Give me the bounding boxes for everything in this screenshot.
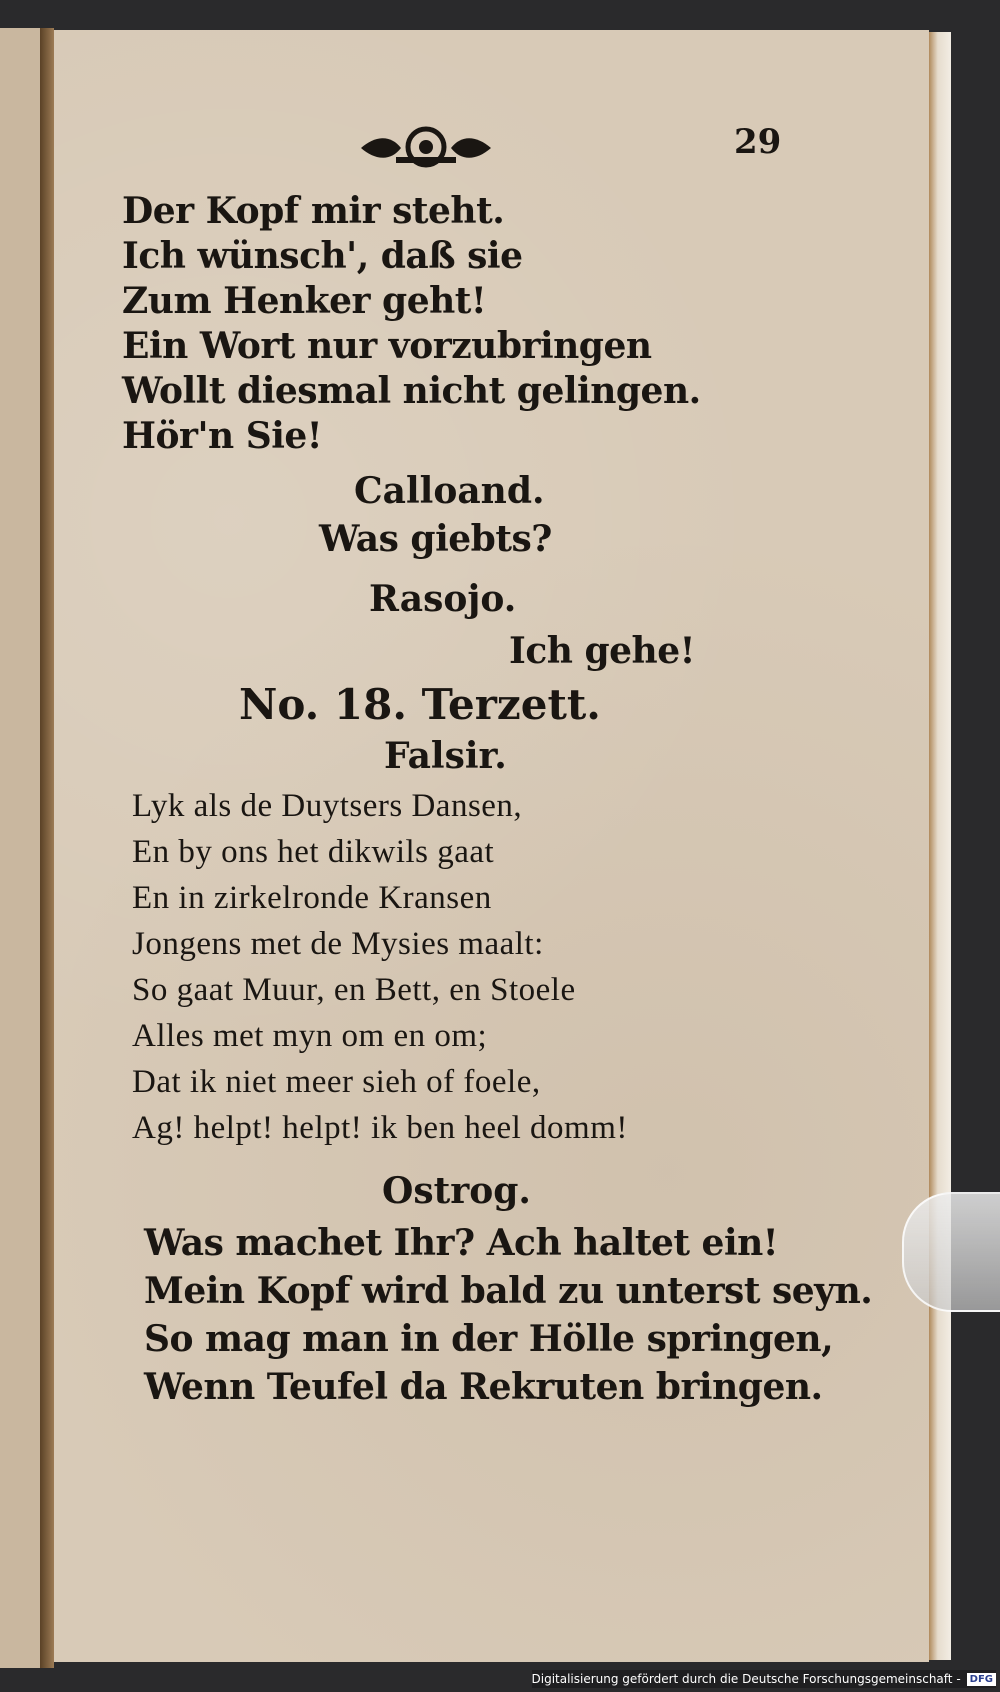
- ornament-icon: [356, 125, 496, 171]
- verse-line: Jongens met de Mysies maalt:: [132, 926, 544, 962]
- verse-line: Hör'n Sie!: [122, 415, 323, 457]
- speaker-name: Rasojo.: [369, 578, 517, 620]
- verse-line: Was machet Ihr? Ach haltet ein!: [144, 1222, 779, 1264]
- dfg-logo-icon: DFG: [967, 1673, 996, 1686]
- page-edge-stack: [929, 32, 951, 1660]
- verse-line: Dat ik niet meer sieh of foele,: [132, 1064, 541, 1100]
- footer-credit: [532, 1670, 997, 1688]
- speaker-name: Calloand.: [354, 470, 545, 512]
- verse-line: Mein Kopf wird bald zu unterst seyn.: [144, 1270, 873, 1312]
- verse-line: Alles met myn om en om;: [132, 1018, 488, 1054]
- section-heading: No. 18. Terzett.: [239, 680, 601, 729]
- speaker-name: Falsir.: [384, 735, 507, 777]
- verse-line: Ag! helpt! helpt! ik ben heel domm!: [132, 1110, 628, 1146]
- verse-line: Ich gehe!: [509, 630, 695, 672]
- verse-line: Was giebts?: [319, 518, 552, 560]
- left-page-edge: [0, 28, 44, 1668]
- page-number: 29: [734, 122, 782, 162]
- verse-line: Wollt diesmal nicht gelingen.: [122, 370, 701, 412]
- verse-line: So mag man in der Hölle springen,: [144, 1318, 834, 1360]
- footer-text: Digitalisierung gefördert durch die Deutsche Forschungsgemeinschaft -: [531, 1672, 961, 1686]
- verse-line: Zum Henker geht!: [122, 280, 487, 322]
- verse-line: En by ons het dikwils gaat: [132, 834, 495, 870]
- book-gutter: [40, 28, 54, 1668]
- verse-line: Lyk als de Duytsers Dansen,: [132, 788, 523, 824]
- verse-line: Wenn Teufel da Rekruten bringen.: [144, 1366, 823, 1408]
- verse-line: So gaat Muur, en Bett, en Stoele: [132, 972, 576, 1008]
- verse-line: Ich wünsch', daß sie: [122, 235, 523, 277]
- verse-line: Ein Wort nur vorzubringen: [122, 325, 652, 367]
- speaker-name: Ostrog.: [382, 1170, 531, 1212]
- verse-line: Der Kopf mir steht.: [122, 190, 505, 232]
- page-clip: [902, 1192, 1000, 1312]
- verse-line: En in zirkelronde Kransen: [132, 880, 492, 916]
- book-page: [54, 30, 929, 1662]
